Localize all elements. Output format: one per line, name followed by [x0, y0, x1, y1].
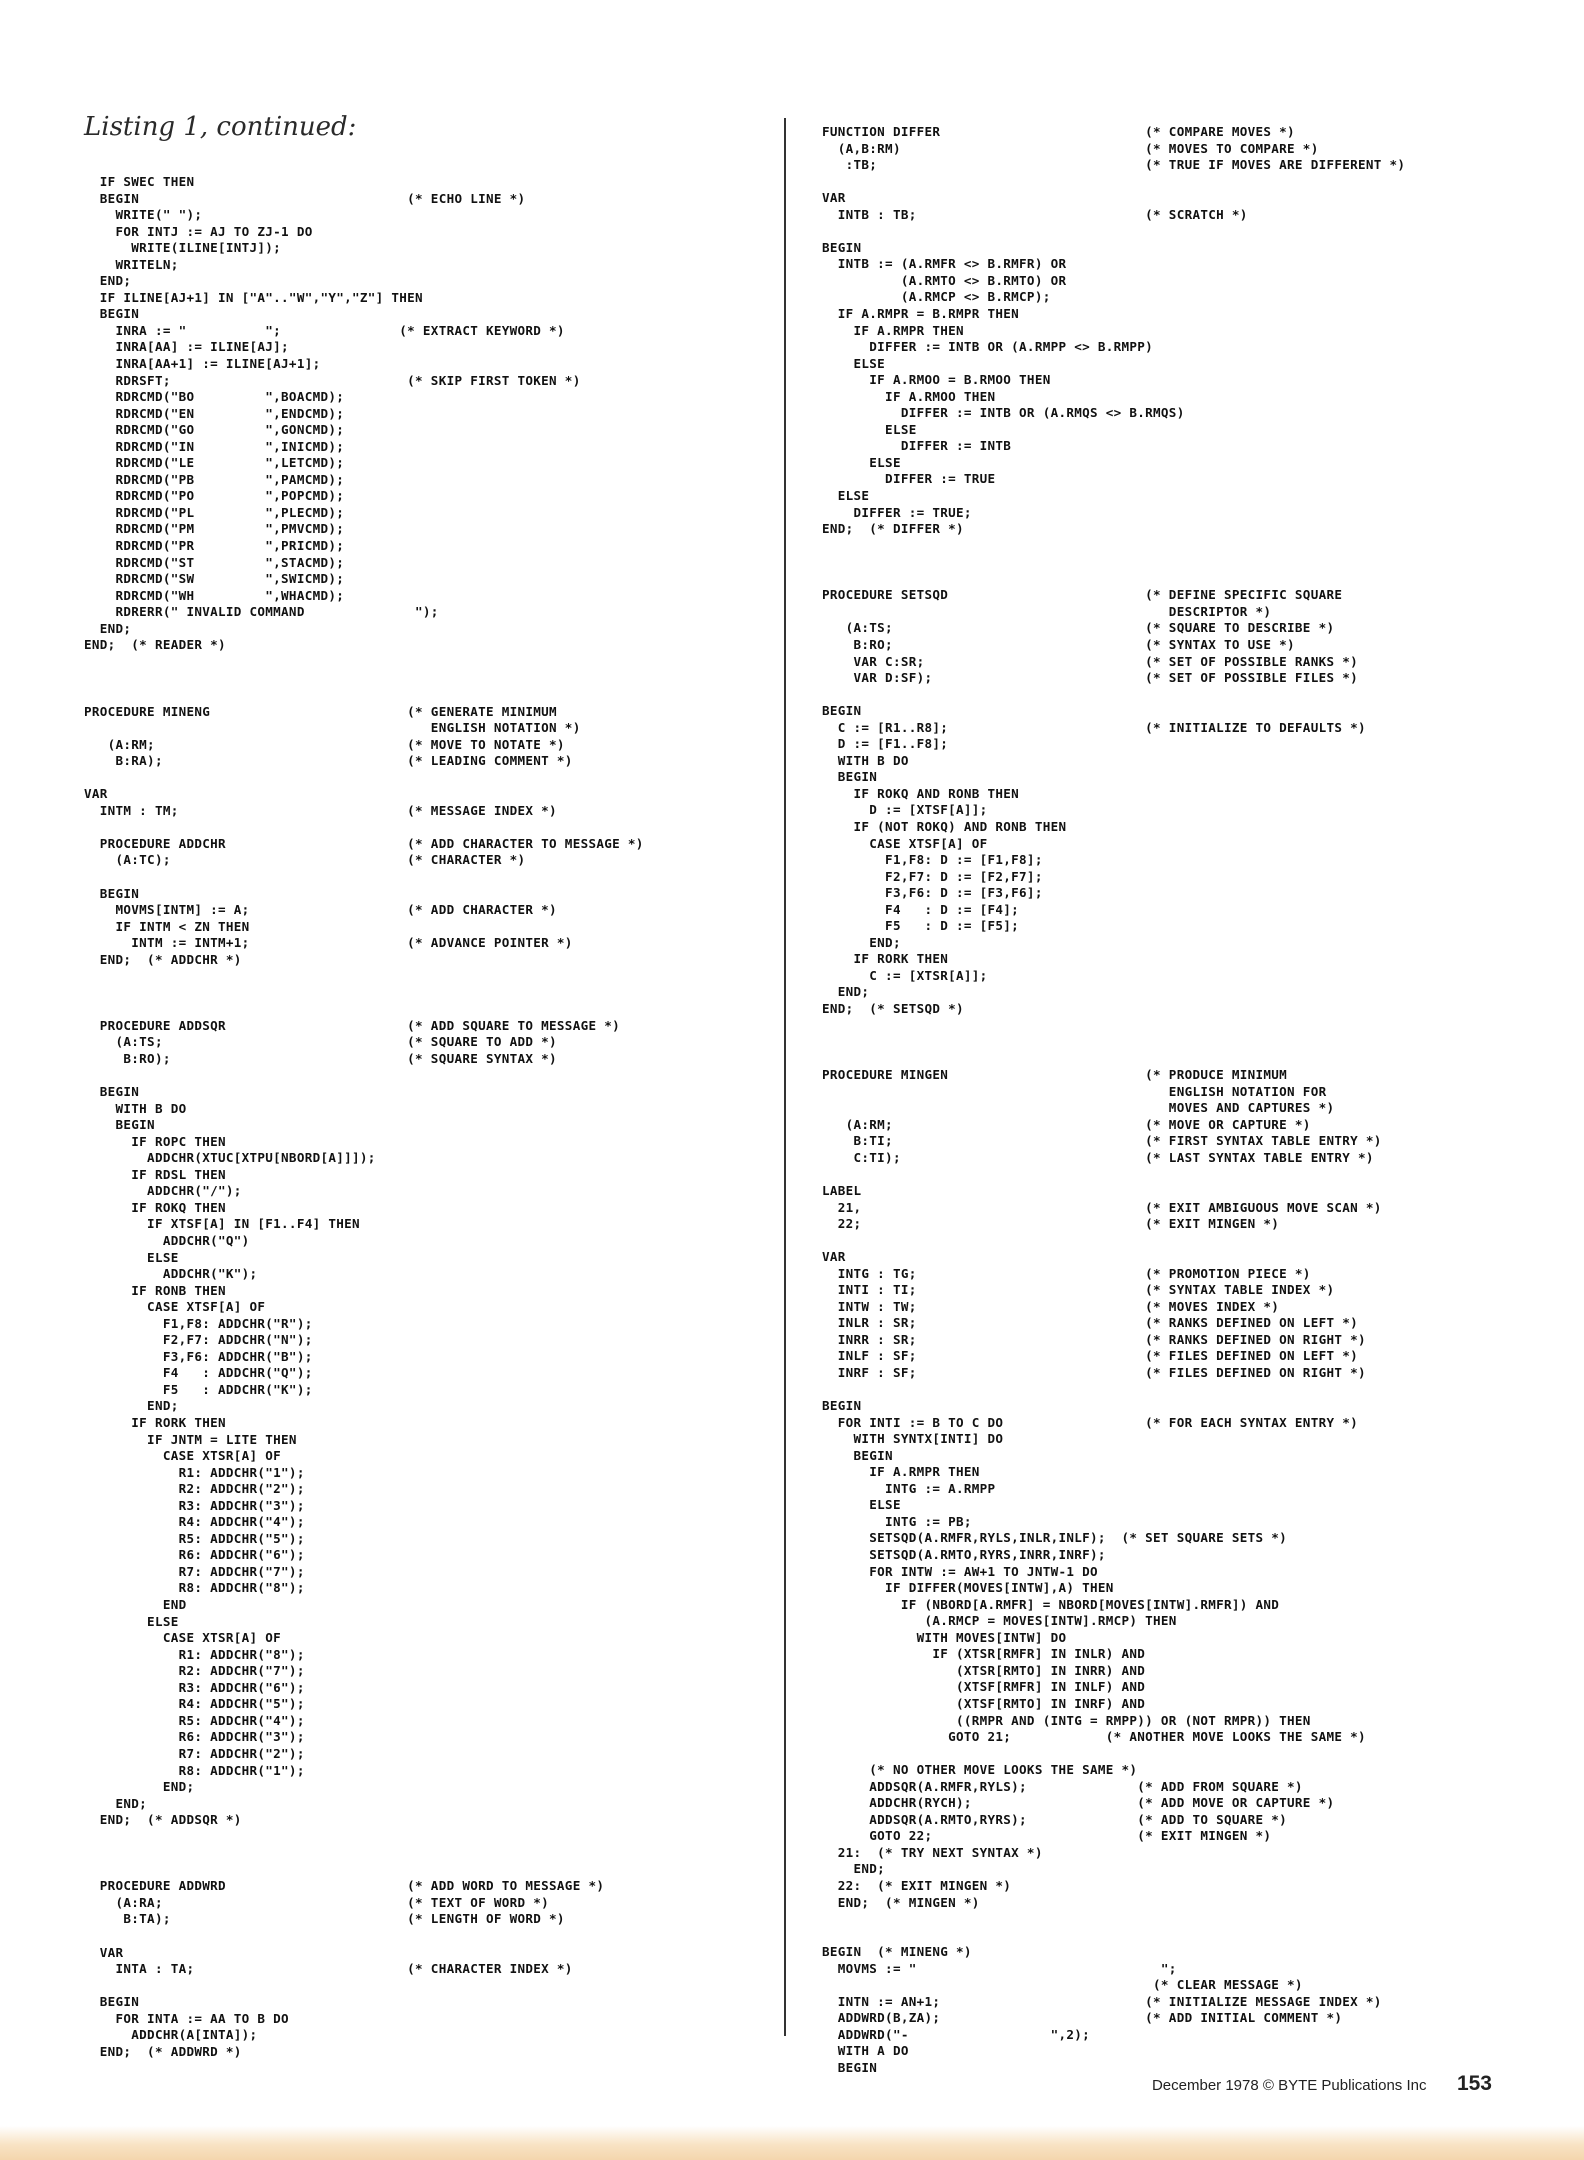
code-line: ELSE	[822, 355, 886, 371]
code-line: RDRERR(" INVALID COMMAND ");	[84, 604, 439, 620]
code-line: R1: ADDCHR("1");	[84, 1464, 305, 1480]
code-line: END; (* ADDWRD *)	[84, 2043, 242, 2059]
code-line: B:RO); (* SQUARE SYNTAX *)	[84, 1050, 557, 1066]
code-line: (A.RMCP <> B.RMCP);	[822, 289, 1051, 305]
code-line: RDRCMD("IN ",INICMD);	[84, 438, 345, 454]
code-line: ADDCHR(A[INTA]);	[84, 2027, 258, 2043]
code-line: VAR D:SF); (* SET OF POSSIBLE FILES *)	[822, 670, 1358, 686]
code-line: R8: ADDCHR("1");	[84, 1762, 305, 1778]
code-line: PROCEDURE ADDWRD (* ADD WORD TO MESSAGE *)	[84, 1878, 605, 1894]
page-footer	[1152, 2072, 1492, 2096]
code-line: ELSE	[84, 1249, 179, 1265]
code-line: WITH MOVES[INTW] DO	[822, 1629, 1067, 1645]
code-line: SETSQD(A.RMTO,RYRS,INRR,INRF);	[822, 1547, 1106, 1563]
scan-edge-decoration	[0, 2126, 1584, 2160]
code-line: INTM : TM; (* MESSAGE INDEX *)	[84, 802, 557, 818]
code-line: WITH B DO	[84, 1100, 187, 1116]
code-line: FOR INTI := B TO C DO (* FOR EACH SYNTAX ENTRY *)	[822, 1414, 1358, 1430]
code-line: IF XTSF[A] IN [F1..F4] THEN	[84, 1216, 360, 1232]
code-line: IF RORK THEN	[84, 1415, 226, 1431]
code-line: INRA := " "; (* EXTRACT KEYWORD *)	[84, 322, 565, 338]
code-line: INTA : TA; (* CHARACTER INDEX *)	[84, 1961, 573, 1977]
code-line: IF DIFFER(MOVES[INTW],A) THEN	[822, 1580, 1114, 1596]
code-line: WRITE(" ");	[84, 207, 203, 223]
code-line: RDRCMD("PM ",PMVCMD);	[84, 521, 345, 537]
code-listing-left-column	[84, 174, 644, 2060]
code-line: ELSE	[822, 488, 870, 504]
code-line: RDRCMD("LE ",LETCMD);	[84, 455, 345, 471]
code-line: INTB : TB; (* SCRATCH *)	[822, 206, 1248, 222]
code-line: END;	[822, 1861, 886, 1877]
code-line: END; (* READER *)	[84, 637, 226, 653]
code-line: INTN := AN+1; (* INITIALIZE MESSAGE INDEX *)	[822, 1993, 1382, 2009]
code-line: BEGIN	[84, 1994, 140, 2010]
code-line: ADDSQR(A.RMFR,RYLS); (* ADD FROM SQUARE *)	[822, 1778, 1303, 1794]
code-line: IF (NOT ROKQ) AND RONB THEN	[822, 818, 1067, 834]
page-number: 153	[1456, 2072, 1492, 2095]
code-line: IF JNTM = LITE THEN	[84, 1431, 297, 1447]
code-line: RDRCMD("PL ",PLECMD);	[84, 504, 345, 520]
code-line: R3: ADDCHR("6");	[84, 1679, 305, 1695]
code-line: BEGIN	[822, 239, 862, 255]
code-line: (XTSF[RMFR] IN INLF) AND	[822, 1679, 1146, 1695]
code-line: F5 : ADDCHR("K");	[84, 1381, 313, 1397]
code-line: PROCEDURE MINGEN (* PRODUCE MINIMUM	[822, 1067, 1288, 1083]
code-line: BEGIN	[822, 2059, 878, 2075]
code-line: RDRCMD("PR ",PRICMD);	[84, 538, 345, 554]
code-line: DIFFER := TRUE;	[822, 504, 972, 520]
code-line: F4 : ADDCHR("Q");	[84, 1365, 313, 1381]
code-line: DIFFER := INTB OR (A.RMPP <> B.RMPP)	[822, 339, 1154, 355]
code-line: (A:RM; (* MOVE TO NOTATE *)	[84, 736, 565, 752]
code-line: ENGLISH NOTATION FOR	[822, 1083, 1327, 1099]
code-line: 21, (* EXIT AMBIGUOUS MOVE SCAN *)	[822, 1199, 1382, 1215]
code-line: END;	[84, 1795, 148, 1811]
code-line: IF INTM < ZN THEN	[84, 918, 250, 934]
code-line: INRF : SF; (* FILES DEFINED ON RIGHT *)	[822, 1365, 1366, 1381]
code-line: (A.RMTO <> B.RMTO) OR	[822, 272, 1067, 288]
code-line: PROCEDURE ADDSQR (* ADD SQUARE TO MESSAGE *)	[84, 1017, 620, 1033]
code-line: ELSE	[822, 454, 901, 470]
code-line: INRR : SR; (* RANKS DEFINED ON RIGHT *)	[822, 1331, 1366, 1347]
code-line: IF RONB THEN	[84, 1282, 226, 1298]
code-line: END;	[84, 273, 132, 289]
code-line: BEGIN	[822, 769, 878, 785]
code-line: R1: ADDCHR("8");	[84, 1646, 305, 1662]
code-line: (XTSR[RMTO] IN INRR) AND	[822, 1662, 1146, 1678]
code-line: ADDCHR("/");	[84, 1183, 242, 1199]
code-line: END;	[822, 984, 870, 1000]
code-line: (A,B:RM) (* MOVES TO COMPARE *)	[822, 140, 1319, 156]
code-line: R7: ADDCHR("7");	[84, 1563, 305, 1579]
code-line: BEGIN	[84, 885, 140, 901]
code-line: (A.RMCP = MOVES[INTW].RMCP) THEN	[822, 1613, 1177, 1629]
code-line: GOTO 22; (* EXIT MINGEN *)	[822, 1828, 1272, 1844]
code-line: ADDCHR("K");	[84, 1266, 258, 1282]
code-line: END; (* MINGEN *)	[822, 1894, 980, 1910]
code-line: ELSE	[822, 421, 917, 437]
code-line: FOR INTW := AW+1 TO JNTW-1 DO	[822, 1563, 1098, 1579]
code-line: VAR	[822, 190, 846, 206]
code-line: (XTSF[RMTO] IN INRF) AND	[822, 1695, 1146, 1711]
code-line: BEGIN (* ECHO LINE *)	[84, 190, 526, 206]
code-line: RDRCMD("WH ",WHACMD);	[84, 587, 345, 603]
listing-heading: Listing 1, continued:	[84, 112, 357, 142]
code-line: CASE XTSF[A] OF	[822, 835, 988, 851]
code-line: R6: ADDCHR("3");	[84, 1729, 305, 1745]
code-line: IF A.RMPR THEN	[822, 1464, 980, 1480]
code-line: D := [XTSF[A]];	[822, 802, 988, 818]
code-line: END;	[84, 1398, 179, 1414]
code-line: ADDSQR(A.RMTO,RYRS); (* ADD TO SQUARE *)	[822, 1811, 1288, 1827]
code-line: R2: ADDCHR("2");	[84, 1481, 305, 1497]
code-line: BEGIN	[822, 703, 862, 719]
code-line: R7: ADDCHR("2");	[84, 1745, 305, 1761]
code-line: PROCEDURE SETSQD (* DEFINE SPECIFIC SQUARE	[822, 587, 1343, 603]
code-line: WITH B DO	[822, 752, 909, 768]
code-line: VAR	[822, 1249, 846, 1265]
code-line: F5 : D := [F5];	[822, 918, 1020, 934]
code-line: IF ROKQ AND RONB THEN	[822, 785, 1020, 801]
code-line: SETSQD(A.RMFR,RYLS,INLR,INLF); (* SET SQUARE SETS *)	[822, 1530, 1288, 1546]
code-line: DIFFER := INTB OR (A.RMQS <> B.RMQS)	[822, 405, 1185, 421]
code-line: END;	[84, 620, 132, 636]
code-line: BEGIN	[822, 1398, 862, 1414]
code-line: CASE XTSR[A] OF	[84, 1448, 282, 1464]
code-line: RDRCMD("EN ",ENDCMD);	[84, 405, 345, 421]
code-line: MOVMS[INTM] := A; (* ADD CHARACTER *)	[84, 902, 557, 918]
code-line: RDRCMD("ST ",STACMD);	[84, 554, 345, 570]
code-line: IF (NBORD[A.RMFR] = NBORD[MOVES[INTW].RMFR]) AND	[822, 1596, 1280, 1612]
code-line: CASE XTSR[A] OF	[84, 1630, 282, 1646]
code-line: ELSE	[84, 1613, 179, 1629]
code-line: MOVES AND CAPTURES *)	[822, 1100, 1335, 1116]
code-line: INLF : SF; (* FILES DEFINED ON LEFT *)	[822, 1348, 1358, 1364]
code-line: DESCRIPTOR *)	[822, 603, 1272, 619]
code-line: ELSE	[822, 1497, 901, 1513]
code-line: END; (* ADDSQR *)	[84, 1812, 242, 1828]
code-line: GOTO 21; (* ANOTHER MOVE LOOKS THE SAME *)	[822, 1729, 1366, 1745]
code-listing-right-column	[822, 124, 1405, 2077]
code-line: BEGIN	[84, 1117, 155, 1133]
code-line: CASE XTSF[A] OF	[84, 1299, 266, 1315]
code-line: R4: ADDCHR("4");	[84, 1514, 305, 1530]
code-line: 22; (* EXIT MINGEN *)	[822, 1216, 1280, 1232]
code-line: BEGIN	[84, 1084, 140, 1100]
code-line: ADDWRD("- ",2);	[822, 2026, 1090, 2042]
code-line: 22: (* EXIT MINGEN *)	[822, 1877, 1012, 1893]
code-line: WRITELN;	[84, 256, 179, 272]
code-line: IF RDSL THEN	[84, 1166, 226, 1182]
code-line: :TB; (* TRUE IF MOVES ARE DIFFERENT *)	[822, 157, 1406, 173]
code-line: INTG := PB;	[822, 1513, 972, 1529]
code-line: F1,F8: ADDCHR("R");	[84, 1315, 313, 1331]
code-line: (A:TS; (* SQUARE TO ADD *)	[84, 1034, 557, 1050]
code-line: VAR	[84, 786, 108, 802]
code-line: BEGIN (* MINENG *)	[822, 1944, 972, 1960]
code-line: C:TI); (* LAST SYNTAX TABLE ENTRY *)	[822, 1149, 1374, 1165]
code-line: R5: ADDCHR("4");	[84, 1712, 305, 1728]
code-line: ENGLISH NOTATION *)	[84, 720, 581, 736]
code-line: INTW : TW; (* MOVES INDEX *)	[822, 1298, 1280, 1314]
code-line: END; (* SETSQD *)	[822, 1000, 964, 1016]
code-line: B:RO; (* SYNTAX TO USE *)	[822, 636, 1295, 652]
code-line: VAR C:SR; (* SET OF POSSIBLE RANKS *)	[822, 653, 1358, 669]
code-line: FUNCTION DIFFER (* COMPARE MOVES *)	[822, 124, 1295, 139]
code-line: R4: ADDCHR("5");	[84, 1696, 305, 1712]
code-line: (A:TS; (* SQUARE TO DESCRIBE *)	[822, 620, 1335, 636]
code-line: END; (* ADDCHR *)	[84, 951, 242, 967]
code-line: F3,F6: D := [F3,F6];	[822, 885, 1043, 901]
code-line: RDRCMD("PB ",PAMCMD);	[84, 471, 345, 487]
code-line: WITH SYNTX[INTI] DO	[822, 1431, 1004, 1447]
code-line: PROCEDURE MINENG (* GENERATE MINIMUM	[84, 703, 557, 719]
code-line: VAR	[84, 1944, 124, 1960]
code-line: RDRSFT; (* SKIP FIRST TOKEN *)	[84, 372, 581, 388]
code-line: RDRCMD("PO ",POPCMD);	[84, 488, 345, 504]
code-line: ADDCHR(RYCH); (* ADD MOVE OR CAPTURE *)	[822, 1795, 1335, 1811]
code-line: R8: ADDCHR("8");	[84, 1580, 305, 1596]
code-line: FOR INTJ := AJ TO ZJ-1 DO	[84, 223, 313, 239]
code-line: END; (* DIFFER *)	[822, 521, 964, 537]
code-line: WRITE(ILINE[INTJ]);	[84, 240, 282, 256]
code-line: ADDWRD(B,ZA); (* ADD INITIAL COMMENT *)	[822, 2010, 1343, 2026]
code-line: IF ROPC THEN	[84, 1133, 226, 1149]
code-line: B:TA); (* LENGTH OF WORD *)	[84, 1911, 565, 1927]
code-line: INRA[AA+1] := ILINE[AJ+1];	[84, 356, 321, 372]
code-line: F2,F7: D := [F2,F7];	[822, 868, 1043, 884]
code-line: B:TI; (* FIRST SYNTAX TABLE ENTRY *)	[822, 1133, 1382, 1149]
code-line: 21: (* TRY NEXT SYNTAX *)	[822, 1844, 1043, 1860]
column-divider	[784, 118, 786, 2036]
code-line: INTI : TI; (* SYNTAX TABLE INDEX *)	[822, 1282, 1335, 1298]
code-line: IF ROKQ THEN	[84, 1199, 226, 1215]
code-line: R2: ADDCHR("7");	[84, 1663, 305, 1679]
code-line: END;	[822, 934, 901, 950]
code-line: MOVMS := " ";	[822, 1960, 1177, 1976]
code-line: END;	[84, 1779, 195, 1795]
code-line: (A:TC); (* CHARACTER *)	[84, 852, 526, 868]
code-line: IF A.RMPR THEN	[822, 322, 964, 338]
code-line: IF A.RMOO = B.RMOO THEN	[822, 372, 1051, 388]
code-line: BEGIN	[84, 306, 140, 322]
code-line: BEGIN	[822, 1447, 893, 1463]
footer-credit: December 1978 © BYTE Publications Inc	[1151, 2077, 1427, 2094]
code-line: R5: ADDCHR("5");	[84, 1530, 305, 1546]
code-line: IF (XTSR[RMFR] IN INLR) AND	[822, 1646, 1146, 1662]
code-line: INTM := INTM+1; (* ADVANCE POINTER *)	[84, 935, 573, 951]
code-line: (* CLEAR MESSAGE *)	[822, 1977, 1303, 1993]
code-line: ADDCHR("Q")	[84, 1233, 250, 1248]
code-line: INTG : TG; (* PROMOTION PIECE *)	[822, 1265, 1311, 1281]
code-line: F4 : D := [F4];	[822, 901, 1020, 917]
code-line: (A:RM; (* MOVE OR CAPTURE *)	[822, 1116, 1311, 1132]
code-line: IF RORK THEN	[822, 951, 949, 967]
code-line: RDRCMD("BO ",BOACMD);	[84, 389, 345, 405]
code-line: B:RA); (* LEADING COMMENT *)	[84, 753, 573, 769]
code-line: F3,F6: ADDCHR("B");	[84, 1348, 313, 1364]
code-line: C := [R1..R8]; (* INITIALIZE TO DEFAULTS *)	[822, 719, 1366, 735]
code-line: INRA[AA] := ILINE[AJ];	[84, 339, 289, 355]
code-line: ADDCHR(XTUC[XTPU[NBORD[A]]]);	[84, 1150, 376, 1166]
code-line: F2,F7: ADDCHR("N");	[84, 1332, 313, 1348]
code-line: PROCEDURE ADDCHR (* ADD CHARACTER TO MESSAGE *)	[84, 835, 644, 851]
code-line: IF A.RMPR = B.RMPR THEN	[822, 306, 1020, 322]
code-line: ((RMPR AND (INTG = RMPP)) OR (NOT RMPR)) THEN	[822, 1712, 1311, 1728]
code-line: INTB := (A.RMFR <> B.RMFR) OR	[822, 256, 1067, 272]
code-line: IF ILINE[AJ+1] IN ["A".."W","Y","Z"] THEN	[84, 289, 423, 305]
code-line: INTG := A.RMPP	[822, 1480, 996, 1496]
code-line: END	[84, 1597, 187, 1613]
code-line: FOR INTA := AA TO B DO	[84, 2010, 289, 2026]
code-line: IF SWEC THEN	[84, 174, 195, 189]
code-line: R6: ADDCHR("6");	[84, 1547, 305, 1563]
code-line: LABEL	[822, 1183, 862, 1198]
code-line: (A:RA; (* TEXT OF WORD *)	[84, 1894, 550, 1910]
code-line: RDRCMD("SW ",SWICMD);	[84, 571, 345, 587]
code-line: DIFFER := TRUE	[822, 471, 996, 487]
code-line: R3: ADDCHR("3");	[84, 1497, 305, 1513]
code-line: DIFFER := INTB	[822, 438, 1012, 454]
code-line: WITH A DO	[822, 2043, 909, 2059]
code-line: IF A.RMOO THEN	[822, 388, 996, 404]
code-line: F1,F8: D := [F1,F8];	[822, 852, 1043, 868]
code-line: INLR : SR; (* RANKS DEFINED ON LEFT *)	[822, 1315, 1358, 1331]
code-line: RDRCMD("GO ",GONCMD);	[84, 422, 345, 438]
code-line: D := [F1..F8];	[822, 736, 949, 752]
code-line: (* NO OTHER MOVE LOOKS THE SAME *)	[822, 1762, 1138, 1778]
code-line: C := [XTSR[A]];	[822, 967, 988, 983]
